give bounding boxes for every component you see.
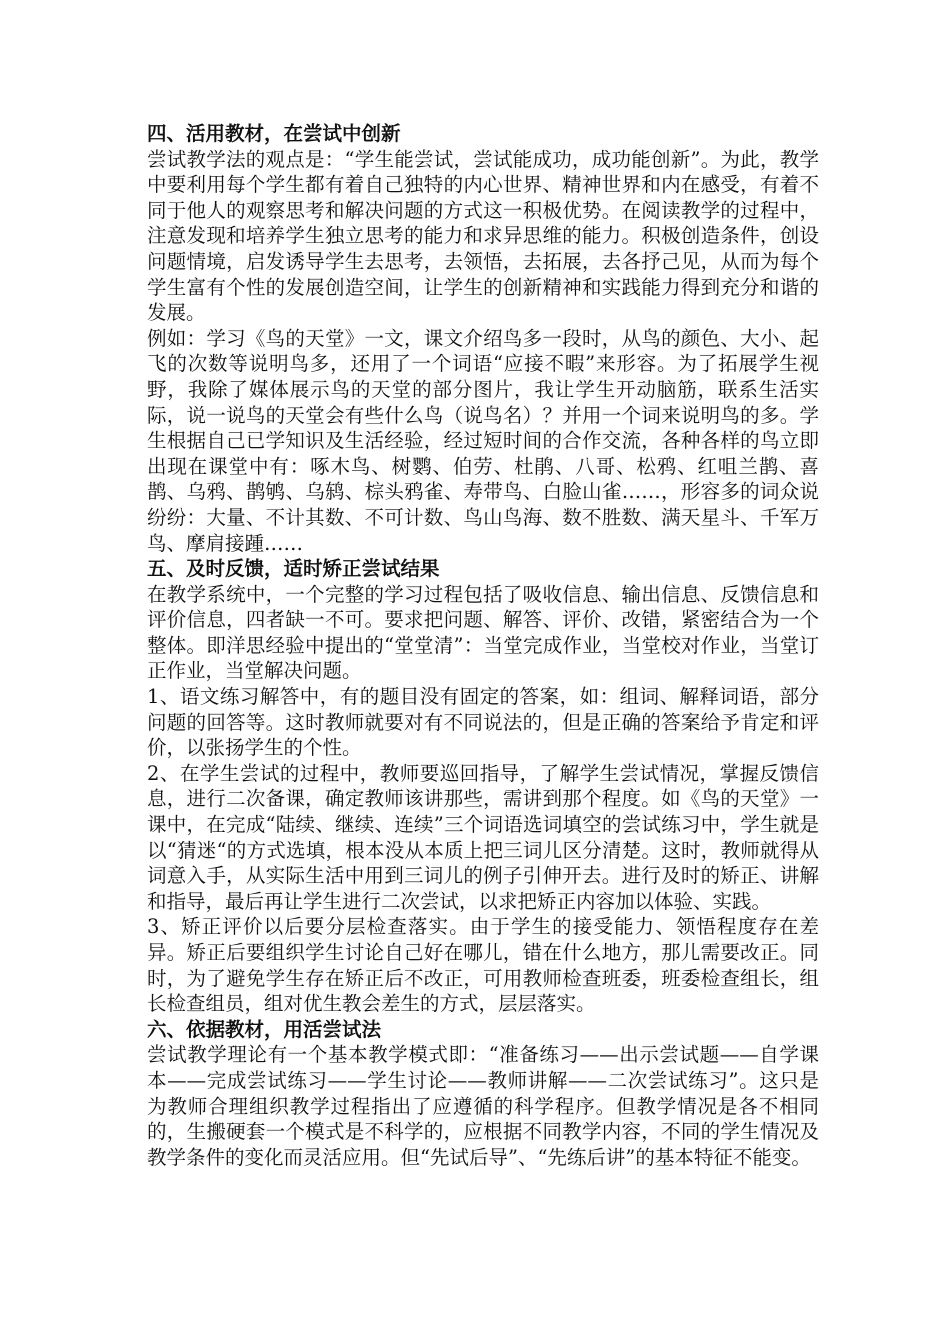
paragraph: 例如：学习《鸟的天堂》一文，课文介绍鸟多一段时，从鸟的颜色、大小、起飞的次数等说明鸟多，还用了一个词语“应接不暇”来形容。为了拓展学生视野，我除了媒体展示鸟的天堂的部分图片，我让学生开动脑筋，联系生活实际，说一说鸟的天堂会有些什么鸟（说鸟名）？并用一个词来说明鸟的多。学生根据自己已学知识及生活经验，经过短时间的合作交流，各种各样的鸟立即出现在课堂中有：啄木鸟、树鹦、伯劳、杜鹃、八哥、松鸦、红咀兰鹊、喜鹊、乌鸦、鹊鸲、乌鸫、棕头鸦雀、寿带鸟、白脸山雀……，形容多的词众说纷纷：大量、不计其数、不可计数、鸟山鸟海、数不胜数、满天星斗、千军万鸟、摩肩接踵…… xyxy=(147,326,819,555)
section-4 xyxy=(147,121,819,556)
section-heading: 六、依据教材，用活尝试法 xyxy=(147,1017,382,1041)
section-heading: 四、活用教材，在尝试中创新 xyxy=(147,122,401,145)
section-6 xyxy=(147,1017,819,1171)
paragraph: 1、语文练习解答中，有的题目没有固定的答案，如：组词、解释词语，部分问题的回答等。这时教师就要对有不同说法的，但是正确的答案给予肯定和评价，以张扬学生的个性。 xyxy=(147,685,819,760)
paragraph: 尝试教学法的观点是：“学生能尝试，尝试能成功，成功能创新”。为此，教学中要利用每个学生都有着自己独特的内心世界、精神世界和内在感受，有着不同于他人的观察思考和解决问题的方式这一积极优势。在阅读教学的过程中，注意发现和培养学生独立思考的能力和求异思维的能力。积极创造条件，创设问题情境，启发诱导学生去思考，去领悟，去拓展，去各抒己见，从而为每个学生富有个性的发展创造空间，让学生的创新精神和实践能力得到充分和谐的发展。 xyxy=(147,147,819,325)
paragraph: 2、在学生尝试的过程中，教师要巡回指导，了解学生尝试情况，掌握反馈信息，进行二次备课，确定教师该讲那些，需讲到那个程度。如《鸟的天堂》一课中，在完成“陆续、继续、连续”三个词语选词填空的尝试练习中，学生就是以“猜迷“的方式选填，根本没从本质上把三词儿区分清楚。这时，教师就得从词意入手，从实际生活中用到三词儿的例子引伸开去。进行及时的矫正、讲解和指导，最后再让学生进行二次尝试，以求把矫正内容加以体验、实践。 xyxy=(147,761,819,913)
section-heading: 五、及时反馈，适时矫正尝试结果 xyxy=(147,557,440,581)
paragraph: 3、矫正评价以后要分层检查落实。由于学生的接受能力、领悟程度存在差异。矫正后要组织学生讨论自己好在哪儿，错在什么地方，那儿需要改正。同时，为了避免学生存在矫正后不改正，可用教师检查班委，班委检查组长，组长检查组员，组对优生教会差生的方式，层层落实。 xyxy=(147,915,819,1016)
section-5 xyxy=(147,556,819,1017)
paragraph: 尝试教学理论有一个基本教学模式即：“准备练习——出示尝试题——自学课本——完成尝试练习——学生讨论——教师讲解——二次尝试练习”。这只是为教师合理组织教学过程指出了应遵循的科学程序。但教学情况是各不相同的，生搬硬套一个模式是不科学的，应根据不同教学内容，不同的学生情况及教学条件的变化而灵活应用。但“先试后导”、“先练后讲”的基本特征不能变。 xyxy=(147,1043,819,1169)
paragraph: 在教学系统中，一个完整的学习过程包括了吸收信息、输出信息、反馈信息和评价信息，四者缺一不可。要求把问题、解答、评价、改错，紧密结合为一个整体。即洋思经验中提出的“堂堂清”：当堂完成作业，当堂校对作业，当堂订正作业，当堂解决问题。 xyxy=(147,582,819,683)
document-body xyxy=(147,121,819,1170)
